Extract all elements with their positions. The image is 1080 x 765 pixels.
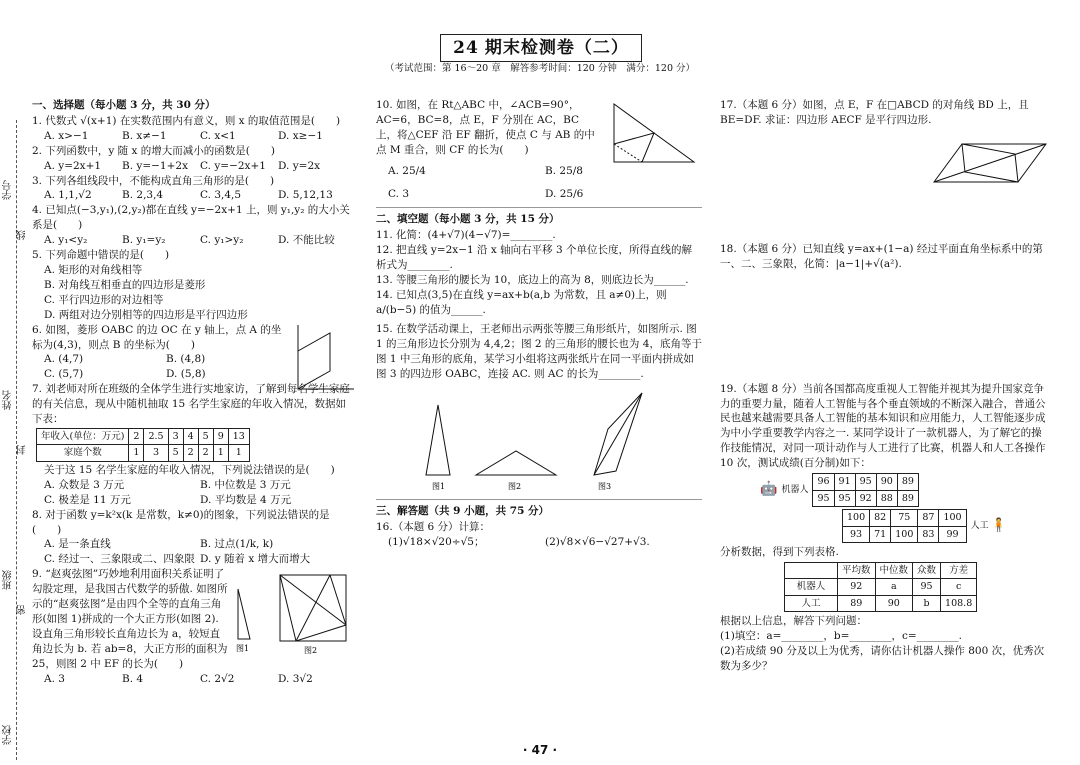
table-cell: 95 <box>834 490 855 506</box>
margin-label-name: 姓名 <box>3 390 14 410</box>
human-scores <box>842 509 1050 543</box>
table-cell: 108.8 <box>941 595 977 611</box>
table-cell: 92 <box>838 579 876 595</box>
table-cell: 100 <box>891 526 918 542</box>
table-cell: 1 <box>213 445 228 461</box>
option: C. (5,7) <box>44 368 84 381</box>
binding-margin <box>0 60 28 760</box>
option: D. 不能比较 <box>278 234 335 247</box>
table-cell: 89 <box>897 474 918 490</box>
option: A. y=2x+1 <box>44 159 102 172</box>
question-11: 11. 化简：(4+√7)(4−√7)=________. <box>376 229 556 242</box>
question-17: 17.（本题 6 分）如图，点 E，F 在□ABCD 的对角线 BD 上，且 BE=DF. 求证：四边形 AECF 是平行四边形. <box>720 99 1029 126</box>
table-cell: 9 <box>213 428 228 444</box>
option: B. 过点(1/k, k) <box>200 538 274 551</box>
person-icon: 🧍 <box>990 517 1007 533</box>
question-19-intro: 根据以上信息，解答下列问题： <box>720 615 867 628</box>
option: D. 3√2 <box>278 672 313 685</box>
margin-label-school: 学校 <box>3 725 14 745</box>
question-19: 19.（本题 8 分）当前各国都高度重视人工智能并视其为提升国家竞争力的重要力量，随着人工智能与各个垂直领域的不断深入融合，普通公民也越来越需要具备人工智能的基本知识和应用能力，人工智能逐步成为中小学重要教学内容之一. 某同学设计了一款机器人，为了解它的操作技能情况，对同一项计动作与人工进行了比赛，机器人和人工各操作 10 次，测试成绩(百分制)如下： <box>720 382 1046 470</box>
option: C. x<1 <box>200 129 236 142</box>
table-cell: a <box>875 579 913 595</box>
table-cell: c <box>941 579 977 595</box>
table-cell: 95 <box>913 579 941 595</box>
human-label: 人工 <box>970 520 989 531</box>
option: C. 3 <box>388 187 410 200</box>
options-9 <box>32 672 356 687</box>
table-cell: 71 <box>870 526 891 542</box>
options-5 <box>32 263 356 323</box>
options-3 <box>32 188 356 203</box>
option: D. y 随着 x 增大而增大 <box>200 553 311 566</box>
rhombus-figure <box>290 323 356 395</box>
divider <box>376 499 702 500</box>
table-cell: 75 <box>891 510 918 526</box>
table-cell: 13 <box>228 428 249 444</box>
option: D. 5,12,13 <box>278 189 333 202</box>
table-cell: 100 <box>843 510 870 526</box>
divider <box>376 207 702 208</box>
option: C. y=−2x+1 <box>200 159 266 172</box>
option: A. 众数是 3 万元 <box>44 478 125 491</box>
table-cell: 5 <box>198 428 213 444</box>
parallelogram-figure <box>720 132 1050 192</box>
option: B. 4 <box>122 672 144 685</box>
question-19-analysis: 分析数据，得到下列表格. <box>720 546 839 558</box>
fig9-2-label: 图2 <box>304 646 318 656</box>
table-cell: 96 <box>813 474 834 490</box>
question-15: 15. 在数学活动课上，王老师出示两张等腰三角形纸片，如图所示. 图 1 的三角形边长分别为 4,4,2；图 2 的三角形的腰长也为 4，底角等于图 1 中三角形的底角，某学习小组将这两张纸片在同一平面内拼成如图 3 的四边形 OABC，连接 AC. 则 AC 的长为________. <box>376 322 702 380</box>
question-5: 5. 下列命题中错误的是( ) <box>32 249 170 262</box>
option: A. 25/4 <box>388 164 426 177</box>
option: B. (4,8) <box>166 353 206 366</box>
option: C. y₁>y₂ <box>200 234 244 247</box>
options-1 <box>32 129 356 144</box>
option: A. 矩形的对角线相等 <box>44 263 143 276</box>
table-header: 平均数 <box>838 562 876 578</box>
table-cell: 4 <box>183 428 198 444</box>
table-cell: 1 <box>228 445 249 461</box>
exam-title: 期末检测卷（二） <box>484 37 629 58</box>
exam-info: （考试范围：第 16～20 章 解答参考时间：120 分钟 满分：120 分） <box>384 63 696 74</box>
question-10-block <box>376 98 702 158</box>
option: C. 平行四边形的对边相等 <box>44 293 164 306</box>
robot-label: 机器人 <box>781 484 809 495</box>
question-16-parts <box>376 535 702 550</box>
option: B. 对角线互相垂直的四边形是菱形 <box>44 278 206 291</box>
table-cell: b <box>913 595 941 611</box>
statistics-table <box>784 562 977 612</box>
option: A. (4,7) <box>44 353 84 366</box>
robot-score-table <box>812 473 918 507</box>
options-2 <box>32 159 356 174</box>
table-cell: 87 <box>918 510 939 526</box>
fig9-1-label: 图1 <box>236 644 250 654</box>
table-header: 方差 <box>941 562 977 578</box>
table-cell: 93 <box>843 526 870 542</box>
table-cell: 89 <box>897 490 918 506</box>
options-7 <box>32 478 356 508</box>
fig15-1-label: 图1 <box>432 482 446 492</box>
sub-question: (2)√8×√6−√27+√3. <box>545 536 650 549</box>
option: A. 3 <box>44 672 65 685</box>
section-answer: 三、解答题（共 9 小题，共 75 分） <box>376 505 550 518</box>
table-header: 家庭个数 <box>37 445 129 461</box>
table-header: 年收入(单位：万元) <box>37 428 129 444</box>
option: D. 两组对边分别相等的四边形是平行四边形 <box>44 308 248 321</box>
question-8: 8. 对于函数 y=k²x(k 是常数，k≠0)的图象，下列说法错误的是( ) <box>32 508 330 536</box>
options-4 <box>32 233 356 248</box>
margin-mark-line: 线 <box>17 230 28 240</box>
answer-space-18 <box>720 272 1050 382</box>
option: A. y₁<y₂ <box>44 234 88 247</box>
question-16: 16.（本题 6 分）计算： <box>376 521 491 534</box>
option: C. 3,4,5 <box>200 189 242 202</box>
table-cell: 机器人 <box>785 579 838 595</box>
table-cell: 90 <box>875 595 913 611</box>
option: C. 经过一、三象限或二、四象限 <box>44 553 195 566</box>
sub-question: (1)√18×√20÷√5； <box>388 536 485 549</box>
question-19-part1: (1)填空：a=________，b=________，c=________. <box>720 630 962 643</box>
column-3 <box>720 98 1050 674</box>
question-2: 2. 下列函数中，y 随 x 的增大而减小的函数是( ) <box>32 144 275 157</box>
option: B. y=−1+2x <box>122 159 188 172</box>
fig15-3-label: 图3 <box>598 482 612 492</box>
table-cell: 2 <box>129 428 144 444</box>
triangle-fold-figure <box>606 98 702 170</box>
question-7-stem: 关于这 15 名学生家庭的年收入情况，下列说法错误的是( ) <box>44 463 335 476</box>
option: C. 极差是 11 万元 <box>44 493 131 506</box>
question-9-block <box>32 567 356 671</box>
option: D. (5,8) <box>166 368 206 381</box>
table-cell: 95 <box>855 474 876 490</box>
fig15-2-label: 图2 <box>508 482 522 492</box>
cut-line <box>16 120 17 760</box>
option: D. 平均数是 4 万元 <box>200 493 292 506</box>
option: A. 是一条直线 <box>44 538 111 551</box>
section-choice: 一、选择题（每小题 3 分，共 30 分） <box>32 99 216 111</box>
options-6 <box>32 352 288 382</box>
question-1: 1. 代数式 √(x+1) 在实数范围内有意义，则 x 的取值范围是( ) <box>32 114 341 127</box>
option: A. 1,1,√2 <box>44 189 92 202</box>
table-cell: 91 <box>834 474 855 490</box>
table-cell: 1 <box>129 445 144 461</box>
column-2 <box>376 98 702 550</box>
table-cell: 95 <box>813 490 834 506</box>
table-cell: 100 <box>939 510 966 526</box>
question-13: 13. 等腰三角形的腰长为 10，底边上的高为 8，则底边长为______. <box>376 274 689 287</box>
question-7: 7. 刘老师对所在班级的全体学生进行实地家访，了解到每名学生家庭的有关信息，现从中随机抽取 15 名学生家庭的年收入情况，数据如下表： <box>32 383 350 426</box>
option: B. 中位数是 3 万元 <box>200 478 291 491</box>
robot-scores <box>760 473 1050 507</box>
exam-number: 24 <box>453 37 479 58</box>
question-9: 9. “赵爽弦图”巧妙地利用面积关系证明了勾股定理，是我国古代数学的骄傲. 如图所示的“赵爽弦图”是由四个全等的直角三角形(如图 1)拼成的一个大正方形(如图 2). 设直角三角形较长直角边长为 a，较短直角边长为 b. 若 ab=8，大正方形的面积为 25，则图 2 中 EF 的长为( ) <box>32 568 228 670</box>
option: C. 2√2 <box>200 672 235 685</box>
option: D. x≥−1 <box>278 129 323 142</box>
table-header: 中位数 <box>875 562 913 578</box>
question-10: 10. 如图，在 Rt△ABC 中，∠ACB=90°，AC=6，BC=8，点 E，F 分别在 AC，BC 上，将△CEF 沿 EF 翻折，使点 C 与 AB 的中点 M 重合，则 CF 的长为( ) <box>376 99 595 156</box>
table-cell: 2 <box>183 445 198 461</box>
option: D. 25/6 <box>545 187 584 200</box>
exam-title-box <box>440 34 642 62</box>
table-cell: 2 <box>198 445 213 461</box>
table-cell: 90 <box>876 474 897 490</box>
option: B. 2,3,4 <box>122 189 164 202</box>
page-number: · 47 · <box>522 743 558 757</box>
margin-mark-secret: 密 <box>17 605 28 615</box>
options-8 <box>32 537 356 567</box>
question-14: 14. 已知点(3,5)在直线 y=ax+b(a,b 为常数，且 a≠0)上，则 a/(b−5) 的值为______. <box>376 288 667 316</box>
table-cell: 99 <box>939 526 966 542</box>
table-cell: 3 <box>168 428 183 444</box>
table-cell: 3 <box>144 445 168 461</box>
robot-icon: 🤖 <box>760 481 778 498</box>
option: B. y₁=y₂ <box>122 234 166 247</box>
question-4: 4. 已知点(−3,y₁),(2,y₂)都在直线 y=−2x+1 上，则 y₁,y₂ 的大小关系是( ) <box>32 204 350 232</box>
zhao-shuang-figure <box>230 569 356 659</box>
table-cell: 2.5 <box>144 428 168 444</box>
question-19-part2: (2)若成绩 90 分及以上为优秀，请你估计机器人操作 800 次，优秀次数为多少？ <box>720 645 1045 673</box>
margin-mark-seal: 封 <box>17 445 28 455</box>
section-fill: 二、填空题（每小题 3 分，共 15 分） <box>376 213 560 226</box>
table-cell: 92 <box>855 490 876 506</box>
income-table <box>36 428 250 462</box>
table-header: 众数 <box>913 562 941 578</box>
question-3: 3. 下列各组线段中，不能构成直角三角形的是( ) <box>32 174 275 187</box>
table-cell: 5 <box>168 445 183 461</box>
table-cell: 88 <box>876 490 897 506</box>
table-cell: 人工 <box>785 595 838 611</box>
table-cell: 83 <box>918 526 939 542</box>
question-6-block <box>32 323 356 383</box>
question-12: 12. 把直线 y=2x−1 沿 x 轴向右平移 3 个单位长度，所得直线的解析式为________. <box>376 244 692 272</box>
isosceles-figures <box>376 385 676 495</box>
margin-label-class: 班级 <box>3 570 14 590</box>
table-cell: 82 <box>870 510 891 526</box>
option: A. x>−1 <box>44 129 89 142</box>
column-1 <box>32 98 356 687</box>
option: B. x≠−1 <box>122 129 167 142</box>
question-18: 18.（本题 6 分）已知直线 y=ax+(1−a) 经过平面直角坐标系中的第一、二、三象限，化简：|a−1|+√(a²). <box>720 242 1043 270</box>
table-header <box>785 562 838 578</box>
option: B. 25/8 <box>545 164 583 177</box>
option: D. y=2x <box>278 159 321 172</box>
margin-label-id: 学号 <box>3 180 14 200</box>
human-score-table <box>842 509 967 543</box>
question-6: 6. 如图，菱形 OABC 的边 OC 在 y 轴上，点 A 的坐标为(4,3)，则点 B 的坐标为( ) <box>32 323 282 351</box>
table-cell: 89 <box>838 595 876 611</box>
